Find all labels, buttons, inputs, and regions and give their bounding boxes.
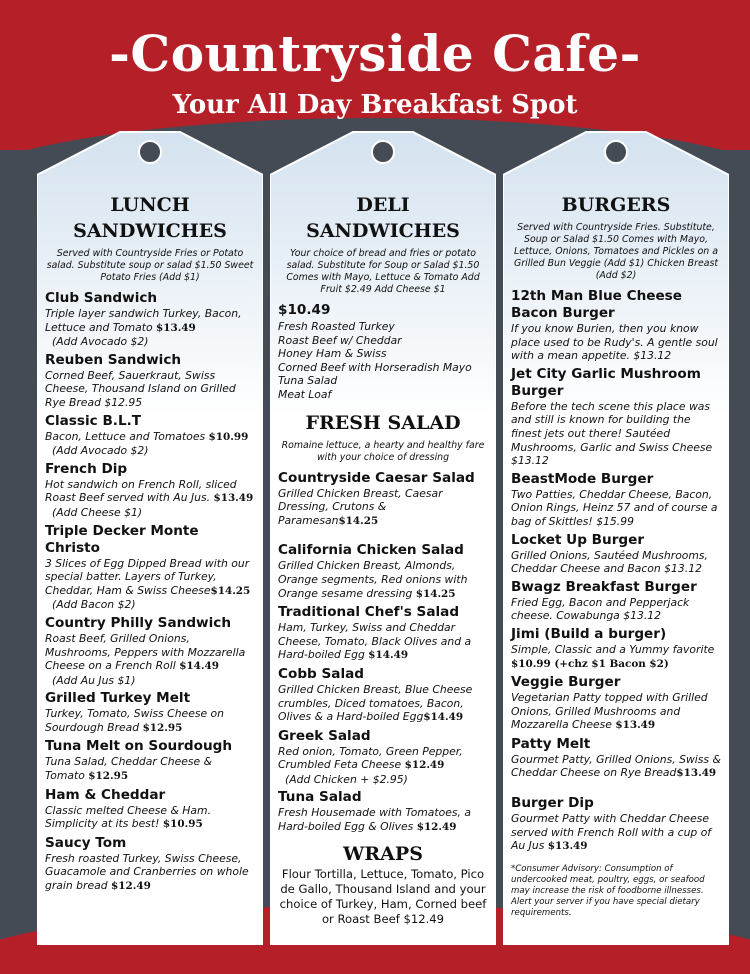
item-price: $13.49 [676, 767, 717, 780]
item-desc-text: 3 Slices of Egg Dipped Bread with our special batter. Layers of Turkey, Cheddar, Ham & Swiss Cheese [45, 556, 250, 597]
deli-price: $10.49 [278, 302, 331, 318]
salad-title: FRESH SALAD [305, 411, 461, 434]
item-desc [278, 621, 488, 663]
menu-item [511, 471, 721, 529]
item-desc [45, 804, 255, 832]
item-price: $13.49 [547, 840, 588, 853]
lunch-card [37, 130, 263, 945]
item-desc-text: Grilled Onions, Sautéed Mushrooms, Cheddar Cheese and Bacon $13.12 [511, 548, 708, 576]
footer-band [0, 940, 750, 974]
item-desc [45, 707, 255, 735]
salad-desc: Romaine lettuce, a hearty and healthy fare with your choice of dressing [281, 439, 485, 463]
item-price: $14.25 [210, 584, 251, 597]
wraps-title: WRAPS [343, 842, 423, 865]
item-desc-text: Roast Beef, Grilled Onions, Mushrooms, Peppers with Mozzarella Cheese on a French Roll [45, 631, 246, 673]
item-desc-text: If you know Burien, then you know place used to be Rudy's. A gentle soul with a mean appetite. $13.12 [511, 322, 718, 363]
item-name: Grilled Turkey Melt [45, 690, 191, 707]
item-name: Traditional Chef's Salad [278, 604, 460, 621]
item-name: BeastMode Burger [511, 470, 654, 487]
item-desc [45, 632, 255, 674]
item-desc-text: Before the tech scene this place was and still is known for building the finest jets out there! Sautéed Mushrooms, Garlic and Swiss Cheese $13.12 [511, 399, 713, 468]
deli-option: Honey Ham & Swiss [278, 347, 387, 361]
item-price: $10.95 [162, 818, 203, 831]
item-desc-text: Grilled Chicken Breast, Blue Cheese crumbles, Diced tomatoes, Bacon, Olives & a Hard-boiled Egg [278, 682, 473, 724]
item-name: Patty Melt [511, 735, 591, 752]
item-price: $12.49 [416, 821, 457, 834]
item-desc [511, 488, 721, 529]
item-desc-text: Classic melted Cheese & Ham. Simplicity at its best! [45, 803, 211, 831]
item-note: (Add Bacon $2) [52, 598, 136, 612]
burgers-card [503, 130, 729, 945]
deli-title-2: SANDWICHES [306, 220, 460, 242]
item-note: (Add Cheese $1) [52, 505, 143, 519]
deli-option: Fresh Roasted Turkey [278, 320, 395, 333]
item-price: $14.49 [179, 660, 219, 673]
item-name: Tuna Salad [278, 789, 362, 806]
menu-item [45, 413, 255, 458]
menu-item [511, 736, 721, 781]
item-name: Cobb Salad [278, 665, 365, 682]
item-name: Countryside Caesar Salad [278, 469, 475, 486]
item-desc [511, 812, 721, 854]
item-desc [511, 691, 721, 733]
item-desc [278, 806, 488, 834]
tag-hole-icon [372, 141, 394, 163]
deli-card [270, 130, 496, 945]
item-name: Triple Decker Monte Christo [45, 522, 199, 556]
item-price: $14.49 [423, 711, 464, 724]
item-price: $10.99 (+chz $1 Bacon $2) [511, 657, 669, 670]
cafe-title: -Countryside Cafe- [109, 24, 641, 83]
deli-option: Meat Loaf [278, 387, 332, 401]
menu-item [278, 666, 488, 725]
menu-item [278, 470, 488, 529]
item-desc [278, 683, 488, 725]
menu-item [45, 352, 255, 410]
item-desc [45, 307, 255, 335]
tag-hole-icon [139, 141, 161, 163]
item-desc [511, 549, 721, 576]
item-name: Veggie Burger [511, 674, 621, 691]
item-desc-text: Ham, Turkey, Swiss and Cheddar Cheese, Tomato, Black Olives and a Hard-boiled Egg [278, 621, 472, 662]
tag-hole-icon [605, 141, 627, 163]
lunch-desc: Served with Countryside Fries or Potato salad. Substitute soup or salad $1.50 Sweet Potato Fries (Add $1) [46, 248, 254, 283]
deli-option: Roast Beef w/ Cheddar [278, 333, 402, 347]
item-desc [278, 745, 488, 773]
item-desc-text: Corned Beef, Sauerkraut, Swiss Cheese, Thousand Island on Grilled Rye Bread $12.95 [45, 368, 236, 409]
item-price: $13.49 [615, 719, 656, 732]
menu-item [278, 542, 488, 601]
deli-title: DELI [356, 194, 410, 216]
lunch-title-2: SANDWICHES [73, 220, 227, 242]
item-desc-text: Fried Egg, Bacon and Pepperjack cheese. Cowabunga $13.12 [511, 595, 690, 623]
item-name: Bwagz Breakfast Burger [511, 578, 697, 595]
item-desc [45, 755, 255, 783]
menu-item [511, 366, 721, 468]
item-desc-text: Grilled Chicken Breast, Caesar Dressing, Crutons & Paramesan [278, 486, 443, 527]
menu-item [45, 461, 255, 520]
deli-options [278, 320, 488, 402]
item-desc [511, 643, 721, 671]
item-price: $14.49 [368, 649, 409, 662]
item-desc-text: Fresh Housemade with Tomatoes, a Hard-boiled Egg & Olives [278, 806, 472, 834]
item-desc-text: Turkey, Tomato, Swiss Cheese on Sourdough Bread [45, 707, 224, 734]
item-desc [511, 400, 721, 468]
item-price: $12.95 [88, 770, 129, 783]
menu-item [45, 290, 255, 349]
item-desc [278, 559, 488, 601]
item-price: $14.25 [338, 514, 379, 527]
item-price: $12.49 [404, 759, 445, 772]
item-name: Country Philly Sandwich [45, 614, 232, 631]
lunch-items [45, 290, 255, 894]
consumer-advisory: *Consumer Advisory: Consumption of undercooked meat, poultry, eggs, or seafood may increase the risk of foodborne illnesses. Alert your server if you have special dietary requirements. [511, 863, 705, 918]
menu-item [511, 532, 721, 576]
item-name: 12th Man Blue Cheese Bacon Burger [511, 288, 682, 321]
item-name: Locket Up Burger [511, 531, 645, 548]
item-name: Club Sandwich [45, 290, 158, 306]
item-desc-text: Gourmet Patty, Grilled Onions, Swiss & Cheddar Cheese on Rye Bread [511, 752, 721, 780]
item-name: Reuben Sandwich [45, 351, 182, 368]
menu-item [278, 604, 488, 663]
item-desc-text: Red onion, Tomato, Green Pepper, Crumbled Feta Cheese [278, 744, 463, 772]
item-note: (Add Avocado $2) [52, 444, 149, 458]
item-name: Greek Salad [278, 727, 371, 744]
menu-item [278, 789, 488, 834]
deli-desc: Your choice of bread and fries or potato salad. Substitute for Soup or Salad $1.50 Comes with Mayo, Lettuce & Tomato Add Fruit $2.49 Add Cheese $1 [286, 248, 480, 295]
salad-items [278, 470, 488, 835]
item-price: $14.25 [415, 587, 456, 600]
menu-item [45, 787, 255, 832]
item-desc-text: Two Patties, Cheddar Cheese, Bacon, Onion Rings, Heinz 57 and of course a bag of Skittles! $15.99 [511, 487, 718, 528]
item-price: $12.95 [142, 721, 183, 734]
item-desc-text: Gourmet Patty with Cheddar Cheese served with French Roll with a cup of Au Jus [511, 812, 712, 853]
item-desc [45, 478, 255, 506]
item-name: French Dip [45, 460, 128, 477]
item-price: $13.49 [213, 492, 254, 505]
item-name: Burger Dip [511, 795, 594, 812]
item-desc-text: Triple layer sandwich Turkey, Bacon, Lettuce and Tomato [45, 307, 242, 334]
item-name: Jet City Garlic Mushroom Burger [511, 365, 701, 399]
item-desc [45, 852, 255, 894]
item-desc-text: Bacon, Lettuce and Tomatoes [45, 429, 209, 443]
menu-item [278, 728, 488, 787]
menu-item [45, 690, 255, 735]
lunch-title: LUNCH [110, 194, 190, 216]
menu-item [511, 579, 721, 623]
item-desc [511, 753, 721, 781]
menu-item [45, 738, 255, 783]
item-name: Ham & Cheddar [45, 786, 166, 803]
item-name: California Chicken Salad [278, 542, 464, 559]
item-name: Saucy Tom [45, 834, 127, 851]
item-price: $10.99 [208, 430, 249, 443]
burger-items [511, 288, 721, 854]
deli-option: Corned Beef with Horseradish Mayo [278, 360, 472, 374]
item-note: (Add Au Jus $1) [52, 673, 136, 687]
burgers-title: BURGERS [561, 194, 671, 216]
item-name: Classic B.L.T [45, 412, 142, 429]
item-desc-text: Tuna Salad, Cheddar Cheese & Tomato [45, 755, 213, 783]
item-note: (Add Chicken + $2.95) [285, 772, 408, 786]
item-desc-text: Vegetarian Patty topped with Grilled Onions, Grilled Mushrooms and Mozzarella Cheese [511, 691, 708, 732]
item-desc-text: Simple, Classic and a Yummy favorite [511, 642, 715, 656]
menu-item [511, 288, 721, 363]
item-desc [45, 369, 255, 410]
deli-option: Tuna Salad [278, 374, 338, 388]
menu-item [45, 835, 255, 894]
item-desc [45, 557, 255, 599]
item-desc-text: Fresh roasted Turkey, Swiss Cheese, Guacamole and Cranberries on whole grain bread [45, 851, 249, 893]
item-desc [278, 487, 488, 529]
wraps-desc: Flour Tortilla, Lettuce, Tomato, Pico de Gallo, Thousand Island and your choice of Turkey, Ham, Corned beef or Roast Beef $12.49 [279, 866, 487, 926]
cafe-subtitle: Your All Day Breakfast Spot [172, 90, 578, 120]
item-desc-text: Hot sandwich on French Roll, sliced Roast Beef served with Au Jus. [45, 477, 237, 505]
item-name: Tuna Melt on Sourdough [45, 738, 233, 755]
menu-item [45, 615, 255, 687]
menu-item [45, 523, 255, 612]
item-name: Jimi (Build a burger) [511, 625, 667, 642]
item-desc [45, 430, 255, 445]
menu-item [511, 795, 721, 854]
item-desc-text: Grilled Chicken Breast, Almonds, Orange segments, Red onions with Orange sesame dressing [278, 559, 468, 600]
item-desc [511, 596, 721, 623]
item-note: (Add Avocado $2) [52, 335, 149, 349]
menu-item [511, 674, 721, 733]
item-price: $13.49 [156, 321, 196, 334]
item-price: $12.49 [111, 880, 151, 893]
item-desc [511, 322, 721, 363]
menu-item [511, 626, 721, 671]
burgers-desc: Served with Countryside Fries. Substitute, Soup or Salad $1.50 Comes with Mayo, Lettuce, Onions, Tomatoes and Pickles on a Grilled Bun Veggie (Add $1) Chicken Breast (Add $2) [513, 222, 719, 281]
